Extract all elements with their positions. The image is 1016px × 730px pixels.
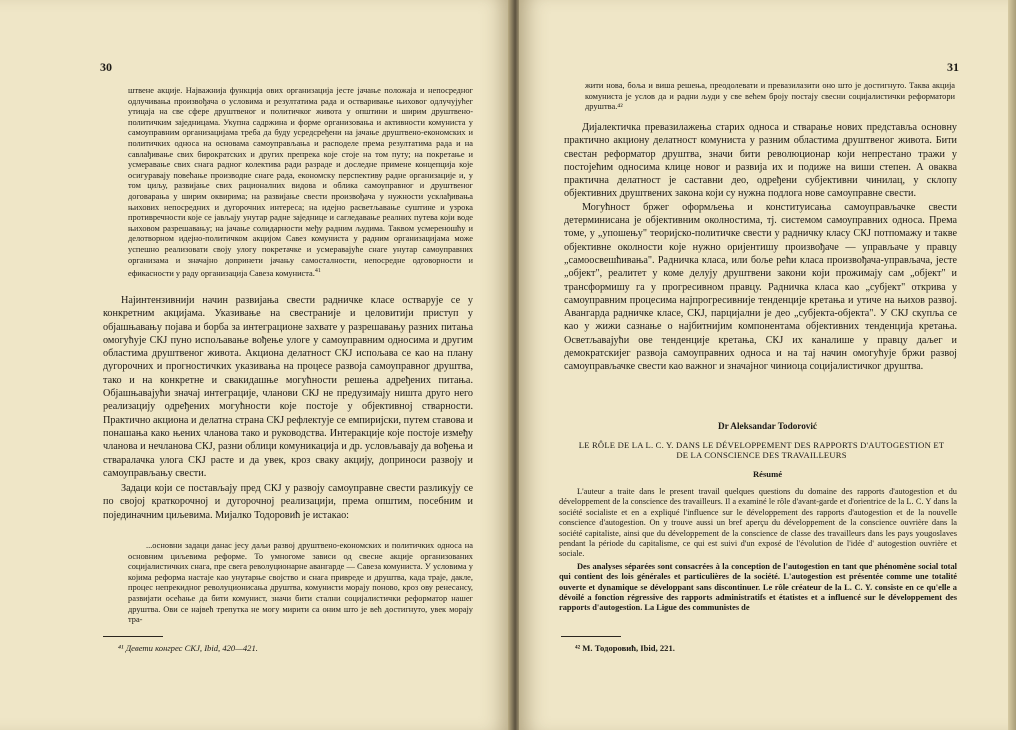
paragraph: L'auteur a traite dans le present travail quelques questions du domaine des rapports d'autogestion et du développement de la conscience des travailleurs. Il a examiné le rôle d'avant-garde et d'orientrice de la L. C. Y dans la société socialiste et en a expliqué l'influence sur le développement des rapports d'autogestion et de la nouvelle conscience d'autogestion. On y trouve aussi un bref aperçu du développement de la conscience ouvrière dans la société capitaliste, ainsi que du développement de la conscience de classe des travailleurs dans les pays yougoslaves pendant la période du capitalisme, ce qui est suivi d'un exposé de l'évolution de l'idée d' autogestion ouvrière et sociale. (559, 487, 957, 559)
paragraph: Могућност бржег оформљења и конституисања самоуправљачке свести детерминисана је објективним околностима, тј. системом самоуправних односа. Према томе, у „упошењу" теоријско-политичке свести у радничку класу СКЈ потпомажу и такве објективне околности које нужно оријентишу произвођаче — управљаче у правцу „самоосвешћивања". Радничка класа, или боље рећи класа произвођача-управљача, јесте „објект", реалитет у коме делују друштвени закони који прожимају сам „објект" и трансформишу га у прогресивном правцу. Радничка класа као „субјект" открива у самоуправним процесима најпрогресивније тенденције кретања и утиче на њихов развој. Авангарда радничке класе, СКЈ, парцијални је део „субјекта-објекта". У СКЈ скупља се као у жижи сазнање о најбитнијим компонентама објективних тенденција кретања. Осветљавајући ове тенденције кретања, СКЈ их каналише у правцу даљег и демократскијег развоја самоуправних односа и на тај начин омогућује бржи развој самоуправљачке свести као важног и значајног чиниоца социјалистичког друштва. (564, 201, 957, 373)
page-edge (1008, 0, 1016, 730)
article-title: LE RÔLE DE LA L. C. Y. DANS LE DÉVELOPPEMENT DES RAPPORTS D'AUTOGESTION ET DE LA CONSCIENCE DES TRAVAILLEURS (578, 440, 945, 460)
quote-block (128, 86, 473, 279)
quote-text: жити нова, боља и виша решења, преодолевати и превазилазити оно што је достигнуто. Таква акција комуниста је услов да и радни људи у све већем броју постају свесни социјалистички реформатори друштва.⁴² (585, 81, 955, 112)
author-name: Dr Aleksandar Todorović (717, 421, 818, 431)
footnote-rule (103, 636, 163, 637)
resume-text (559, 487, 957, 614)
footnote: ⁴² М. Тодоровић, Ibid, 221. (575, 643, 675, 653)
quote-block (128, 541, 473, 626)
page-number: 31 (947, 60, 959, 74)
resume-heading: Résumé (752, 469, 783, 479)
footnote-rule (561, 636, 621, 637)
right-page (519, 0, 1016, 730)
paragraph: Дијалектичка превазилажења старих односа и стварање нових представља основну практично акциону делатност комуниста у разним областима друштвеног живота. Бити свестан реформатор друштва, значи бити революционар који непрестано тражи у постојећим односима клице новог и развија их и подиже на виши степен. А оваква практична делатност је саставни део, одређени субјективни чинилац, у склопу објективних друштвених закона који су нужна подлога нове самоуправне свести. (564, 122, 957, 200)
quote-block (585, 81, 955, 113)
page-number: 30 (100, 60, 112, 74)
footnote: ⁴¹ Девети конгрес СКЈ, Ibid, 420—421. (118, 643, 258, 653)
body-text (103, 294, 473, 522)
paragraph: Des analyses séparées sont consacrées à la conception de l'autogestion en tant que phénomène social total qui contient des lois générales et particulières de la société. L'autogestion est présentée comme une totalité ouverte et dynamique se développant sans discontinuer. Le rôle créateur de la L. C. Y. consiste en ce qu'elle a dévoilé a fonction régressive des rapports administratifs et étatistes et a influencé sur le développement des rapports d'autogestion. La Ligue des communistes de (559, 561, 957, 613)
quote-text: штвене акције. Најважнија функција ових организација јесте јачање положаја и непосредног одлучивања произвођача о условима и резултатима рада и остваривање њиховог одлучујућег утицаја на све сфере друштвеног и политичког живота у општини и ширим друштвено-политичким заједницама. Укупна садржина и форме организовања и активности комуниста у самоуправним организацијама треба да буду усредсређени на јачање друштвено-економских и политичких односа на основама самоуправљања и расподеле према резултатима рада и на савлађивање свих бирократских и других препрека које стоје на том путу; на покретање и усмеравање свих снага радног колектива ради разраде и доследне примене концепција које осигуравају повећање производне снаге рада, економску перспективу радне организације и, у том циљу, развијање свих рационалних видова и облика самоуправног и друштвеног договарања у ширим оквирима; на развијање свести произвођача у нужности усклађивања њихових непосредних и дугорочних интереса; на идејно расветљавање суштине и узрока противречности које се јављају унутар радне заједнице и сагледавање реалних путева који воде њиховом разрешавању; на јачање солидарности међу радним људима. Таквом усмереношћу и делотворном идејно-политичком акцијом Савез комуниста у радним организацијама може успешно реализовати своју улогу покретачке и усмеравајуће снаге унутар самоуправних организама и значајно допринети јачању самосталности, непосредне одговорности и ефикасности у раду организација Савеза комуниста.$^{41}$ (128, 86, 473, 278)
quote-text: ...основни задаци данас јесу даљи развој друштвено-економских и политичких односа на основним циљевима реформе. То умногоме зависи од свесне акције организованих социјалистичких снага, пре свега револуционарне авангарде — Савеза комуниста. У условима у којима реформа настаје као унутарње својство и снага привреде и друштва, када траје, дакле, процес непрекидног револуционисања друштва, комунисти морају поново, кроз ову ренесансу, развијати осећање да бити комунист, значи бити стални социјалистички реформатор нашег друштва. Ови се највећ трепутка не могу мирити са оним што је већ достигнуто, увек морају тра- (128, 541, 473, 625)
body-text (564, 121, 957, 374)
paragraph: Најинтензивнији начин развијања свести радничке класе остварује се у конкретним акцијама. Указивање на свестраније и целовитији приступ у објашњавању појава и борба за интеграционе захвате у разрешавању разних питања омогућује СКЈ пуно испољавање вођење улоге у самоуправним односима и другим областима друштвеног живота. Акциона делатност СКЈ испољава се као на плану дугорочних и прогностичких указивања на процесе развоја самоуправног друштва, тако и на конкретне и свакидашње могућности решења адређених питања. Објашњавајући значај интеграције, чланови СКЈ не предузимају ништа друго него реализацију одређених могућности које постоје у објективној стварности. Практично акциона и делатна страна СКЈ рефлектује се емпиријски, путем ставова и понашања како њених чланова тако и руководства. Интеракције које постоје између чланова и нечланова СКЈ, разни облици комуникација и др. условљавају да вођења и стваралачка улога СКЈ расте и да увек, кроз сваку акцију, доприноси развоју и самоуправљању свести. (103, 295, 473, 479)
paragraph: Задаци који се постављају пред СКЈ у развоју самоуправне свести разликују се по својој краткорочној и дугорочној реализацији, према општим, посебним и појединачним циљевима. Мијалко Тодоровић је истакао: (103, 483, 473, 521)
